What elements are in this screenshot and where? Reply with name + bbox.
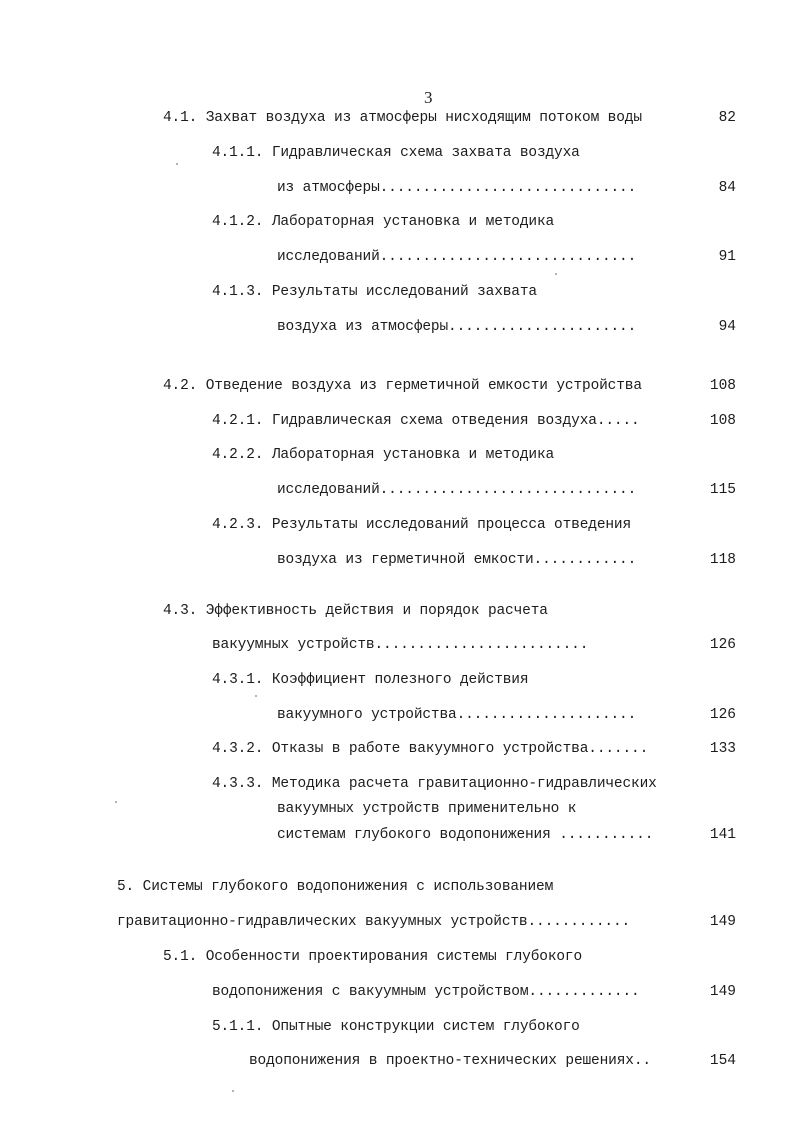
page-number: 3 [424, 88, 433, 107]
toc-5-title-line1: 5. Системы глубокого водопонижения с использованием [117, 879, 554, 895]
toc-5-1-title-line1: 5.1. Особенности проектирования системы глубокого [163, 949, 583, 965]
scan-speck [176, 163, 178, 165]
toc-4-3-2-page: 133 [709, 741, 736, 757]
toc-4-2-2-title-line2: исследований.............................. [277, 482, 637, 498]
toc-4-1-2-title-line2: исследований.............................. [277, 249, 637, 265]
toc-4-2-page: 108 [709, 378, 736, 394]
toc-5-1-1-title-line1: 5.1.1. Опытные конструкции систем глубокого [212, 1019, 580, 1035]
toc-4-3-3-page: 141 [709, 827, 736, 843]
toc-4-3-3-title-line3: системам глубокого водопонижения ........... [277, 827, 654, 843]
toc-4-2-3-title-line2: воздуха из герметичной емкости............ [277, 552, 637, 568]
toc-4-1-1-page: 84 [718, 180, 736, 196]
toc-4-3-1-page: 126 [709, 707, 736, 723]
toc-4-1-3-page: 94 [718, 319, 736, 335]
scan-speck [232, 1090, 234, 1092]
toc-4-1-title: 4.1. Захват воздуха из атмосферы нисходящим потоком воды [163, 110, 642, 126]
toc-4-1-page: 82 [718, 110, 736, 126]
toc-4-3-page: 126 [709, 637, 736, 653]
toc-4-3-2-title-line1: 4.3.2. Отказы в работе вакуумного устройства....... [212, 741, 649, 757]
toc-4-1-1-title-line1: 4.1.1. Гидравлическая схема захвата воздуха [212, 145, 580, 161]
toc-5-1-1-title-line2: водопонижения в проектно-технических решениях.. [249, 1053, 651, 1069]
toc-4-1-3-title-line1: 4.1.3. Результаты исследований захвата [212, 284, 537, 300]
toc-5-1-1-page: 154 [709, 1053, 736, 1069]
toc-4-2-title: 4.2. Отведение воздуха из герметичной емкости устройства [163, 378, 642, 394]
toc-5-1-title-line2: водопонижения с вакуумным устройством............. [212, 984, 640, 1000]
toc-5-page: 149 [709, 914, 736, 930]
toc-4-3-title-line1: 4.3. Эффективность действия и порядок расчета [163, 603, 548, 619]
toc-4-2-2-page: 115 [709, 482, 736, 498]
toc-5-1-page: 149 [709, 984, 736, 1000]
toc-4-1-1-title-line2: из атмосферы.............................. [277, 180, 637, 196]
scan-speck [555, 273, 557, 275]
toc-4-2-3-title-line1: 4.2.3. Результаты исследований процесса отведения [212, 517, 632, 533]
toc-4-2-2-title-line1: 4.2.2. Лабораторная установка и методика [212, 447, 555, 463]
scan-speck [255, 695, 257, 697]
toc-5-title-line2: гравитационно-гидравлических вакуумных устройств............ [117, 914, 631, 930]
toc-4-2-3-page: 118 [709, 552, 736, 568]
toc-4-2-1-title-line1: 4.2.1. Гидравлическая схема отведения воздуха..... [212, 413, 640, 429]
scan-speck [115, 801, 117, 803]
toc-4-1-2-title-line1: 4.1.2. Лабораторная установка и методика [212, 214, 555, 230]
toc-4-1-2-page: 91 [718, 249, 736, 265]
toc-4-2-1-page: 108 [709, 413, 736, 429]
toc-4-3-3-title-line2: вакуумных устройств применительно к [277, 801, 577, 817]
toc-4-3-1-title-line2: вакуумного устройства..................... [277, 707, 637, 723]
toc-4-3-title-line2: вакуумных устройств......................... [212, 637, 589, 653]
toc-4-3-3-title-line1: 4.3.3. Методика расчета гравитационно-гидравлических [212, 776, 657, 792]
toc-4-3-1-title-line1: 4.3.1. Коэффициент полезного действия [212, 672, 529, 688]
toc-4-1-3-title-line2: воздуха из атмосферы...................... [277, 319, 637, 335]
